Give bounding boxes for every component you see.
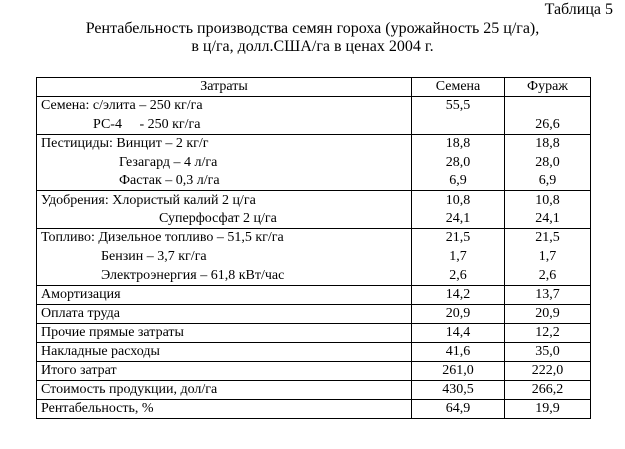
row-label: Накладные расходы <box>37 342 412 361</box>
forage-value: 35,0 <box>505 342 591 361</box>
seeds-value <box>412 115 505 134</box>
row-label: Суперфосфат 2 ц/га <box>37 210 412 229</box>
row-label: Рентабельность, % <box>37 399 412 418</box>
cost-table <box>36 77 591 419</box>
table-row <box>37 134 591 153</box>
forage-value: 19,9 <box>505 399 591 418</box>
row-label: РС-4 - 250 кг/га <box>37 115 412 134</box>
seeds-value: 64,9 <box>412 399 505 418</box>
table-row <box>37 285 591 304</box>
title-line-2: в ц/га, долл.США/га в ценах 2004 г. <box>191 38 434 55</box>
table-row <box>37 97 591 116</box>
seeds-value: 430,5 <box>412 380 505 399</box>
seeds-value: 14,4 <box>412 323 505 342</box>
forage-value: 222,0 <box>505 361 591 380</box>
forage-value: 2,6 <box>505 267 591 286</box>
forage-value: 21,5 <box>505 229 591 248</box>
table-row <box>37 191 591 210</box>
table-row <box>37 172 591 191</box>
seeds-value: 1,7 <box>412 248 505 267</box>
table-row <box>37 361 591 380</box>
seeds-value: 21,5 <box>412 229 505 248</box>
table-row <box>37 323 591 342</box>
forage-value: 266,2 <box>505 380 591 399</box>
row-label: Пестициды: Винцит – 2 кг/г <box>37 134 412 153</box>
row-label: Удобрения: Хлористый калий 2 ц/га <box>37 191 412 210</box>
table-row <box>37 399 591 418</box>
table-row <box>37 342 591 361</box>
header-seeds: Семена <box>412 78 505 97</box>
forage-value: 13,7 <box>505 285 591 304</box>
seeds-value: 18,8 <box>412 134 505 153</box>
row-label: Стоимость продукции, дол/га <box>37 380 412 399</box>
table-number-label: Таблица 5 <box>544 1 613 18</box>
row-label: Электроэнергия – 61,8 кВт/час <box>37 267 412 286</box>
row-label: Амортизация <box>37 285 412 304</box>
forage-value <box>505 97 591 116</box>
row-label: Семена: с/элита – 250 кг/га <box>37 97 412 116</box>
forage-value: 10,8 <box>505 191 591 210</box>
seeds-value: 14,2 <box>412 285 505 304</box>
forage-value: 1,7 <box>505 248 591 267</box>
seeds-value: 261,0 <box>412 361 505 380</box>
table-row <box>37 210 591 229</box>
header-forage: Фураж <box>505 78 591 97</box>
forage-value: 18,8 <box>505 134 591 153</box>
row-label: Фастак – 0,3 л/га <box>37 172 412 191</box>
seeds-value: 10,8 <box>412 191 505 210</box>
forage-value: 28,0 <box>505 153 591 172</box>
seeds-value: 6,9 <box>412 172 505 191</box>
seeds-value: 28,0 <box>412 153 505 172</box>
forage-value: 26,6 <box>505 115 591 134</box>
forage-value: 12,2 <box>505 323 591 342</box>
forage-value: 6,9 <box>505 172 591 191</box>
table-row <box>37 153 591 172</box>
forage-value: 20,9 <box>505 304 591 323</box>
title-line-1: Рентабельность производства семян гороха (урожайность 25 ц/га), <box>85 20 540 37</box>
table-row <box>37 380 591 399</box>
table-row <box>37 267 591 286</box>
table-row <box>37 304 591 323</box>
forage-value: 24,1 <box>505 210 591 229</box>
row-label: Прочие прямые затраты <box>37 323 412 342</box>
table-header-row <box>37 78 591 97</box>
table-row <box>37 248 591 267</box>
seeds-value: 2,6 <box>412 267 505 286</box>
header-cost: Затраты <box>37 78 412 97</box>
row-label: Оплата труда <box>37 304 412 323</box>
row-label: Итого затрат <box>37 361 412 380</box>
seeds-value: 41,6 <box>412 342 505 361</box>
seeds-value: 55,5 <box>412 97 505 116</box>
table-row <box>37 115 591 134</box>
table-row <box>37 229 591 248</box>
row-label: Гезагард – 4 л/га <box>37 153 412 172</box>
seeds-value: 20,9 <box>412 304 505 323</box>
row-label: Топливо: Дизельное топливо – 51,5 кг/га <box>37 229 412 248</box>
row-label: Бензин – 3,7 кг/га <box>37 248 412 267</box>
seeds-value: 24,1 <box>412 210 505 229</box>
table-title <box>0 20 625 56</box>
